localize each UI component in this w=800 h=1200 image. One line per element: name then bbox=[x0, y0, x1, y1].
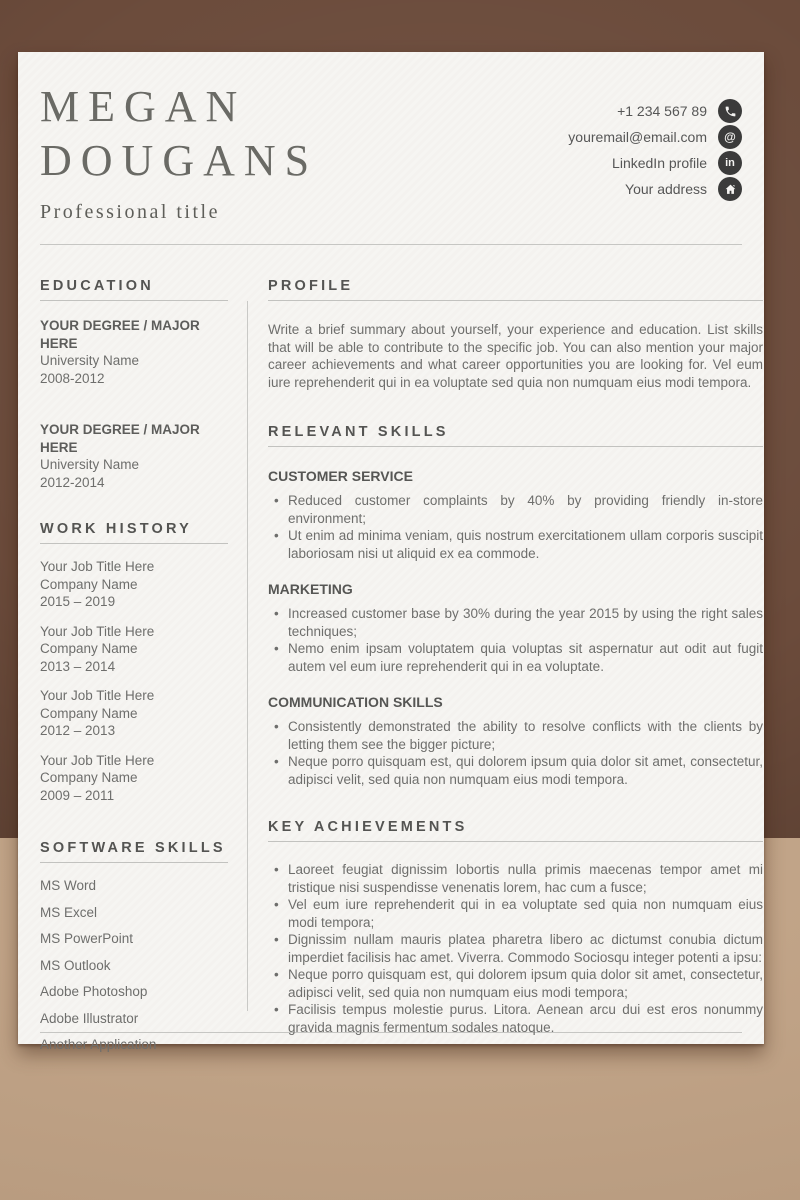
section-education bbox=[40, 278, 228, 491]
contact-linkedin[interactable] bbox=[568, 151, 742, 175]
software-skill-item: MS Excel bbox=[40, 904, 98, 920]
section-software-skills bbox=[40, 840, 228, 1054]
right-column bbox=[268, 278, 763, 1036]
skill-bullet-list bbox=[268, 605, 763, 675]
bullet-item: • Dignissim nullam mauris platea pharetra libero ac dictumst conubia dictum imperdiet facilisis hac amet. Viverra. Commodo Sociosqu integer potenti a ipsu: bbox=[288, 931, 763, 966]
bullet-item: • Facilisis tempus molestie purus. Litora. Aenean arcu dui est eros nonummy gravida magnis fermentum sodales natoque. bbox=[288, 1001, 763, 1036]
job-years: 2013 – 2014 bbox=[40, 658, 116, 674]
contact-email[interactable] bbox=[568, 125, 742, 149]
bullet-item: • Nemo enim ipsam voluptatem quia voluptas sit aspernatur aut odit aut fugit autem vel eum iure reprehenderit qui in ea voluptate. bbox=[288, 640, 763, 675]
phone-icon bbox=[718, 99, 742, 123]
contact-linkedin-label: LinkedIn profile bbox=[612, 155, 707, 171]
company-name: Company Name bbox=[40, 705, 138, 721]
person-first-name: MEGAN bbox=[40, 82, 247, 131]
education-entry bbox=[40, 317, 228, 387]
professional-title: Professional title bbox=[40, 201, 220, 223]
contact-address[interactable] bbox=[568, 177, 742, 201]
company-name: Company Name bbox=[40, 576, 138, 592]
contact-phone[interactable] bbox=[568, 99, 742, 123]
linkedin-icon: in bbox=[718, 151, 742, 175]
skill-group-communication bbox=[268, 693, 763, 788]
section-relevant-skills bbox=[268, 424, 763, 788]
education-heading: EDUCATION bbox=[40, 278, 228, 301]
software-skill-item: Adobe Illustrator bbox=[40, 1010, 139, 1026]
job-title: Your Job Title Here bbox=[40, 752, 155, 768]
university-name: University Name bbox=[40, 457, 140, 472]
education-years: 2012-2014 bbox=[40, 474, 105, 490]
email-at-icon: @ bbox=[718, 125, 742, 149]
education-entry bbox=[40, 421, 228, 491]
work-entry bbox=[40, 558, 228, 611]
software-skill-item: Another Application bbox=[40, 1037, 157, 1052]
bullet-item: • Consistently demonstrated the ability to resolve conflicts with the clients by letting them see the bigger picture; bbox=[288, 718, 763, 753]
skill-group-title: CUSTOMER SERVICE bbox=[268, 468, 413, 484]
header-divider bbox=[40, 244, 742, 245]
degree-title: YOUR DEGREE / MAJOR HERE bbox=[40, 422, 200, 455]
profile-heading: PROFILE bbox=[268, 278, 763, 301]
work-history-heading: WORK HISTORY bbox=[40, 521, 228, 544]
job-years: 2012 – 2013 bbox=[40, 723, 116, 738]
education-years: 2008-2012 bbox=[40, 370, 105, 386]
software-skill-item: MS Outlook bbox=[40, 957, 111, 973]
section-work-history bbox=[40, 521, 228, 804]
skill-bullet-list bbox=[268, 718, 763, 788]
skill-group-marketing bbox=[268, 580, 763, 675]
person-name bbox=[40, 80, 318, 188]
company-name: Company Name bbox=[40, 641, 138, 656]
bullet-item: • Neque porro quisquam est, qui dolorem ipsum quia dolor sit amet, consectetur, adipisci velit, sed quia non numquam eius modi tempora. bbox=[288, 753, 763, 788]
section-key-achievements bbox=[268, 819, 763, 1036]
bullet-item: • Increased customer base by 30% during the year 2015 by using the right sales techniques; bbox=[288, 605, 763, 640]
achievement-bullet-list bbox=[268, 861, 763, 1036]
bullet-item: • Reduced customer complaints by 40% by providing friendly in-store environment; bbox=[288, 492, 763, 527]
skill-group-title: COMMUNICATION SKILLS bbox=[268, 694, 443, 710]
section-profile bbox=[268, 278, 763, 391]
bullet-item: • Ut enim ad minima veniam, quis nostrum exercitationem ullam corporis suscipit laboriosam nisi ut aliquid ex ea commode. bbox=[288, 527, 763, 562]
bullet-item: • Laoreet feugiat dignissim lobortis nulla primis maecenas tempor amet mi tristique nisi suspendisse venenatis lorem, hac cum a fusce; bbox=[288, 861, 763, 896]
key-achievements-heading: KEY ACHIEVEMENTS bbox=[268, 819, 763, 842]
skill-group-title: MARKETING bbox=[268, 581, 353, 597]
contact-list bbox=[568, 99, 742, 201]
company-name: Company Name bbox=[40, 770, 138, 785]
software-skill-item: MS Word bbox=[40, 878, 97, 893]
software-skills-list bbox=[40, 877, 228, 1054]
work-entry bbox=[40, 687, 228, 740]
contact-email-label: youremail@email.com bbox=[568, 129, 707, 145]
university-name: University Name bbox=[40, 353, 140, 368]
software-skills-heading: SOFTWARE SKILLS bbox=[40, 840, 228, 863]
home-icon bbox=[718, 177, 742, 201]
job-years: 2015 – 2019 bbox=[40, 594, 116, 609]
degree-title: YOUR DEGREE / MAJOR HERE bbox=[40, 318, 200, 351]
person-last-name: DOUGANS bbox=[40, 136, 319, 185]
job-title: Your Job Title Here bbox=[40, 623, 155, 639]
left-column bbox=[40, 278, 228, 1054]
contact-phone-label: +1 234 567 89 bbox=[617, 103, 707, 119]
work-entry bbox=[40, 623, 228, 676]
profile-summary: Write a brief summary about yourself, your experience and education. List skills that will be able to contribute to the specific job. You can also mention your major career achievements and what career opportunities you are looking for. Vel eum iure reprehenderit qui in ea voluptate sed quia non numquam eius modi tempora. bbox=[268, 322, 763, 390]
job-title: Your Job Title Here bbox=[40, 559, 155, 574]
bullet-item: • Neque porro quisquam est, qui dolorem ipsum quia dolor sit amet, consectetur, adipisci velit, sed quia non numquam eius modi tempora; bbox=[288, 966, 763, 1001]
resume-document bbox=[18, 52, 764, 1052]
contact-address-label: Your address bbox=[625, 181, 707, 197]
skill-bullet-list bbox=[268, 492, 763, 562]
skill-group-customer-service bbox=[268, 467, 763, 562]
work-entry bbox=[40, 752, 228, 805]
software-skill-item: MS PowerPoint bbox=[40, 931, 134, 946]
software-skill-item: Adobe Photoshop bbox=[40, 984, 148, 999]
job-years: 2009 – 2011 bbox=[40, 787, 115, 803]
job-title: Your Job Title Here bbox=[40, 688, 155, 703]
relevant-skills-heading: RELEVANT SKILLS bbox=[268, 424, 763, 447]
column-divider bbox=[247, 301, 248, 1011]
bullet-item: • Vel eum iure reprehenderit qui in ea voluptate sed quia non numquam eius modi tempora; bbox=[288, 896, 763, 931]
